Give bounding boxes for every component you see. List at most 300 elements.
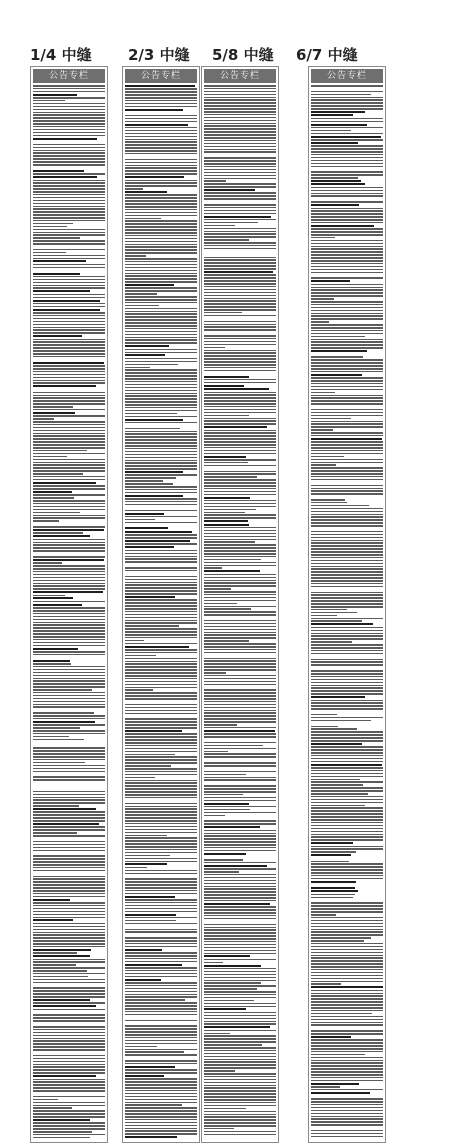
fine-print-line: [311, 1001, 383, 1003]
fine-print-line: [204, 559, 261, 561]
fine-print-line: [125, 582, 197, 584]
fine-print-line: [125, 226, 197, 228]
fine-print-line: [33, 847, 105, 849]
fine-print-line: [311, 687, 383, 689]
fine-print-line: [125, 384, 197, 386]
fine-print-line: [33, 427, 105, 429]
fine-print-line: [125, 806, 197, 808]
fine-print-line: [33, 565, 105, 567]
fine-print-line: [33, 211, 105, 213]
fine-print-line: [311, 1030, 383, 1032]
fine-print-line: [311, 848, 383, 850]
fine-print-line: [311, 374, 362, 376]
fine-print-line: [311, 790, 383, 792]
fine-print-line: [204, 588, 231, 590]
fine-print-line: [33, 985, 105, 987]
fine-print-line: [204, 666, 276, 668]
fine-print-line: [311, 1068, 383, 1070]
fine-print-line: [125, 855, 170, 857]
fine-print-line: [204, 222, 258, 224]
fine-print-line: [204, 409, 276, 411]
fine-print-line: [204, 962, 223, 964]
fine-print-line: [204, 430, 276, 432]
fine-print-line: [204, 1064, 276, 1066]
fine-print-line: [33, 217, 105, 219]
fine-print-line: [33, 194, 105, 196]
fine-print-line: [33, 1040, 105, 1042]
fine-print-line: [311, 831, 383, 833]
fine-print-line: [311, 336, 365, 338]
fine-print-line: [311, 819, 383, 821]
fine-print-line: [33, 290, 90, 292]
fine-print-line: [125, 771, 197, 773]
fine-print-line: [204, 530, 276, 532]
fine-print-line: [33, 776, 105, 778]
fine-print-line: [204, 762, 276, 764]
fine-print-line: [125, 141, 197, 143]
fine-print-line: [33, 368, 105, 370]
fine-print-line: [125, 112, 197, 114]
fine-print-line: [204, 192, 276, 194]
fine-print-line: [311, 426, 383, 428]
fine-print-line: [125, 576, 197, 578]
fine-print-line: [311, 705, 383, 707]
fine-print-line: [204, 550, 276, 552]
fine-print-line: [125, 867, 147, 869]
fine-print-line: [311, 887, 355, 889]
fine-print-line: [33, 237, 80, 239]
fine-print-line: [311, 972, 383, 974]
fine-print-line: [311, 102, 383, 104]
fine-print-line: [311, 298, 334, 300]
fine-print-line: [204, 1000, 254, 1002]
fine-print-line: [311, 949, 383, 951]
fine-print-line: [125, 241, 197, 243]
fine-print-line: [33, 864, 105, 866]
fine-print-line: [311, 784, 363, 786]
fine-print-line: [204, 894, 276, 896]
fine-print-line: [33, 234, 105, 236]
fine-print-line: [125, 1028, 197, 1030]
fine-print-line: [204, 582, 276, 584]
fine-print-line: [33, 779, 105, 781]
fine-print-line: [125, 835, 167, 837]
fine-print-line: [311, 975, 383, 977]
fine-print-line: [311, 776, 383, 778]
fine-print-line: [125, 1017, 197, 1019]
fine-print-line: [125, 525, 197, 527]
fine-print-line: [33, 509, 105, 511]
fine-print-line: [311, 333, 383, 335]
fine-print-line: [311, 934, 383, 936]
fine-print-line: [33, 747, 105, 749]
fine-print-line: [311, 630, 383, 632]
fine-print-line: [204, 406, 276, 408]
fine-print-line: [204, 332, 276, 334]
fine-print-line: [125, 814, 197, 816]
fine-print-line: [204, 782, 276, 784]
fine-print-line: [204, 815, 225, 817]
fine-print-line: [204, 1073, 276, 1075]
fine-print-line: [311, 195, 383, 197]
fine-print-line: [125, 570, 197, 572]
fine-print-line: [204, 216, 271, 218]
fine-print-line: [33, 1128, 105, 1130]
fine-print-line: [125, 1034, 197, 1036]
fine-print-line: [204, 544, 276, 546]
fine-print-line: [204, 838, 276, 840]
fine-print-line: [125, 445, 197, 447]
fine-print-line: [311, 1065, 383, 1067]
fine-print-line: [125, 308, 197, 310]
fine-print-line: [311, 371, 383, 373]
fine-print-line: [204, 280, 276, 282]
fine-print-line: [311, 151, 383, 153]
fine-print-line: [311, 917, 383, 919]
fine-print-line: [204, 915, 276, 917]
fine-print-line: [33, 1137, 90, 1139]
fine-print-line: [311, 1136, 383, 1138]
strip-text-body: [311, 85, 383, 1140]
fine-print-line: [125, 264, 197, 266]
fine-print-line: [311, 990, 383, 992]
fine-print-line: [204, 131, 276, 133]
fine-print-line: [311, 1101, 383, 1103]
fine-print-line: [33, 627, 105, 629]
fine-print-line: [204, 512, 245, 514]
fine-print-line: [125, 540, 190, 542]
fine-print-line: [311, 978, 383, 980]
fine-print-line: [33, 270, 105, 272]
fine-print-line: [311, 943, 383, 945]
fine-print-line: [33, 220, 105, 222]
fine-print-line: [311, 1086, 340, 1088]
fine-print-line: [204, 494, 276, 496]
fine-print-line: [125, 646, 189, 648]
fine-print-line: [125, 215, 197, 217]
fine-print-line: [311, 519, 383, 521]
fine-print-line: [33, 1043, 105, 1045]
fine-print-line: [204, 765, 276, 767]
fine-print-line: [204, 689, 276, 691]
fine-print-line: [125, 736, 197, 738]
fine-print-line: [125, 820, 197, 822]
fine-print-line: [204, 233, 276, 235]
fine-print-line: [125, 602, 197, 604]
fine-print-line: [125, 1096, 197, 1098]
fine-print-line: [33, 850, 105, 852]
fine-print-line: [311, 740, 383, 742]
fine-print-line: [311, 540, 383, 542]
fine-print-line: [311, 1039, 383, 1041]
fine-print-line: [33, 482, 96, 484]
fine-print-line: [33, 721, 95, 723]
fine-print-line: [33, 147, 105, 149]
fine-print-line: [204, 257, 276, 259]
fine-print-line: [125, 162, 197, 164]
fine-print-line: [125, 167, 197, 169]
fine-print-line: [311, 1092, 370, 1094]
fine-print-line: [311, 998, 383, 1000]
fine-print-line: [33, 654, 105, 656]
fine-print-line: [33, 103, 105, 105]
fine-print-line: [33, 512, 80, 514]
fine-print-line: [33, 444, 105, 446]
fine-print-line: [311, 1127, 383, 1129]
fine-print-line: [311, 1107, 383, 1109]
fine-print-line: [204, 231, 276, 233]
fine-print-line: [311, 1116, 383, 1118]
fine-print-line: [33, 409, 105, 411]
fine-print-line: [311, 395, 383, 397]
fine-print-line: [204, 600, 276, 602]
fine-print-line: [125, 846, 197, 848]
fine-print-line: [311, 496, 383, 498]
fine-print-line: [311, 568, 383, 570]
fine-print-line: [125, 130, 197, 132]
fine-print-line: [125, 640, 144, 642]
fine-print-line: [204, 358, 276, 360]
fine-print-line: [33, 619, 105, 621]
fine-print-line: [33, 421, 105, 423]
fine-print-line: [125, 504, 197, 506]
fine-print-line: [204, 637, 276, 639]
fine-print-line: [204, 785, 276, 787]
fine-print-line: [311, 450, 383, 452]
fine-print-line: [125, 985, 197, 987]
fine-print-line: [33, 832, 77, 834]
fine-print-line: [125, 713, 197, 715]
fine-print-line: [311, 929, 383, 931]
fine-print-line: [204, 143, 276, 145]
fine-print-line: [33, 967, 105, 969]
fine-print-line: [311, 344, 383, 346]
fine-print-line: [33, 185, 105, 187]
fine-print-line: [204, 303, 276, 305]
fine-print-line: [204, 376, 249, 378]
fine-print-line: [311, 743, 362, 745]
fine-print-line: [125, 212, 197, 214]
fine-print-line: [125, 1078, 197, 1080]
fine-print-line: [204, 646, 276, 648]
fine-print-line: [311, 531, 383, 533]
fine-print-line: [125, 296, 197, 298]
fine-print-line: [33, 117, 105, 119]
fine-print-line: [125, 109, 183, 111]
fine-print-line: [33, 715, 105, 717]
fine-print-line: [125, 672, 197, 674]
fine-print-line: [311, 787, 383, 789]
fine-print-line: [204, 248, 276, 250]
fine-print-line: [125, 235, 197, 237]
fine-print-line: [311, 805, 365, 807]
fine-print-line: [311, 861, 349, 863]
fine-print-line: [204, 473, 276, 475]
fine-print-line: [33, 768, 105, 770]
fine-print-line: [33, 85, 105, 87]
fine-print-line: [311, 534, 383, 536]
fine-print-line: [33, 648, 78, 650]
fine-print-line: [33, 1084, 105, 1086]
fine-print-line: [311, 583, 383, 585]
fine-print-line: [204, 271, 273, 273]
fine-print-line: [204, 806, 276, 808]
fine-print-line: [33, 135, 105, 137]
fine-print-line: [125, 929, 197, 931]
fine-print-line: [204, 847, 276, 849]
fine-print-line: [33, 1087, 105, 1089]
fine-print-line: [33, 704, 105, 706]
fine-print-line: [125, 293, 157, 295]
fine-print-line: [311, 955, 383, 957]
fine-print-line: [33, 406, 73, 408]
fine-print-line: [33, 952, 77, 954]
fine-print-line: [33, 686, 105, 688]
fine-print-line: [125, 287, 197, 289]
fine-print-line: [33, 170, 84, 172]
fine-print-line: [125, 127, 197, 129]
fine-print-line: [204, 207, 276, 209]
fine-print-line: [125, 964, 182, 966]
fine-print-line: [204, 669, 276, 671]
fine-print-line: [204, 105, 276, 107]
fine-print-line: [125, 1069, 197, 1071]
fine-print-line: [204, 794, 243, 796]
fine-print-line: [204, 388, 269, 390]
fine-print-line: [204, 324, 276, 326]
fine-print-line: [125, 884, 197, 886]
fine-print-line: [204, 485, 276, 487]
fine-print-line: [311, 528, 383, 530]
fine-print-line: [204, 228, 276, 230]
fine-print-line: [204, 718, 276, 720]
fine-print-line: [311, 400, 383, 402]
fine-print-line: [311, 438, 382, 440]
fine-print-line: [311, 318, 383, 320]
fine-print-line: [311, 1080, 383, 1082]
fine-print-line: [204, 321, 276, 323]
fine-print-line: [311, 746, 383, 748]
fine-print-line: [125, 191, 167, 193]
fine-print-line: [204, 344, 276, 346]
fine-print-line: [204, 556, 276, 558]
fine-print-line: [33, 896, 105, 898]
fine-print-line: [204, 289, 276, 291]
fine-print-line: [311, 1083, 359, 1085]
fine-print-line: [125, 337, 197, 339]
fine-print-line: [204, 97, 276, 99]
fine-print-line: [33, 808, 96, 810]
fine-print-line: [311, 863, 383, 865]
fine-print-line: [125, 596, 175, 598]
fine-print-line: [311, 1022, 383, 1024]
fine-print-line: [125, 361, 197, 363]
fine-print-line: [33, 109, 105, 111]
fine-print-line: [125, 311, 197, 313]
fine-print-line: [33, 1134, 105, 1136]
fine-print-line: [125, 920, 176, 922]
fine-print-line: [204, 520, 248, 522]
fine-print-line: [204, 370, 276, 372]
fine-print-line: [311, 902, 383, 904]
fine-print-line: [33, 580, 105, 582]
fine-print-line: [125, 375, 197, 377]
fine-print-line: [311, 154, 383, 156]
fine-print-line: [311, 525, 383, 527]
fine-print-line: [125, 754, 175, 756]
fine-print-line: [125, 91, 197, 93]
fine-print-line: [33, 1075, 96, 1077]
fine-print-line: [311, 577, 383, 579]
fine-print-line: [125, 1005, 197, 1007]
fine-print-line: [204, 859, 243, 861]
fine-print-line: [125, 797, 197, 799]
fine-print-line: [204, 352, 276, 354]
fine-print-line: [311, 459, 383, 461]
fine-print-line: [33, 826, 105, 828]
fine-print-line: [204, 980, 276, 982]
fine-print-line: [311, 462, 383, 464]
fine-print-line: [125, 698, 197, 700]
fine-print-line: [204, 242, 276, 244]
fine-print-line: [33, 588, 105, 590]
fine-print-line: [204, 210, 276, 212]
fine-print-line: [33, 112, 105, 114]
fine-print-line: [204, 204, 276, 206]
fine-print-line: [204, 503, 276, 505]
fine-print-line: [311, 166, 383, 168]
fine-print-line: [125, 558, 197, 560]
fine-print-line: [311, 1004, 383, 1006]
fine-print-line: [204, 355, 276, 357]
fine-print-line: [33, 660, 70, 662]
fine-print-line: [311, 216, 383, 218]
fine-print-line: [204, 597, 276, 599]
fine-print-line: [204, 382, 276, 384]
fine-print-line: [204, 938, 276, 940]
fine-print-line: [125, 1107, 197, 1109]
fine-print-line: [33, 459, 105, 461]
fine-print-line: [125, 1066, 175, 1068]
fine-print-line: [125, 147, 197, 149]
fine-print-line: [33, 943, 105, 945]
fine-print-line: [33, 797, 105, 799]
fine-print-line: [311, 749, 383, 751]
fine-print-line: [125, 100, 197, 102]
fine-print-line: [311, 97, 383, 99]
fine-print-line: [125, 715, 197, 717]
fine-print-line: [125, 492, 197, 494]
fine-print-line: [125, 144, 197, 146]
fine-print-line: [204, 918, 276, 920]
fine-print-line: [125, 522, 197, 524]
fine-print-line: [204, 1050, 276, 1052]
fine-print-line: [311, 914, 336, 916]
fine-print-line: [125, 1002, 197, 1004]
fine-print-line: [33, 1055, 105, 1057]
fine-print-line: [125, 961, 197, 963]
fine-print-line: [33, 526, 105, 528]
fine-print-line: [204, 1038, 276, 1040]
fine-print-line: [125, 1093, 197, 1095]
fine-print-line: [125, 238, 197, 240]
fine-print-line: [33, 240, 105, 242]
fine-print-line: [204, 626, 276, 628]
fine-print-line: [311, 1048, 383, 1050]
fine-print-line: [204, 924, 276, 926]
fine-print-line: [311, 516, 383, 518]
fine-print-line: [33, 535, 90, 537]
